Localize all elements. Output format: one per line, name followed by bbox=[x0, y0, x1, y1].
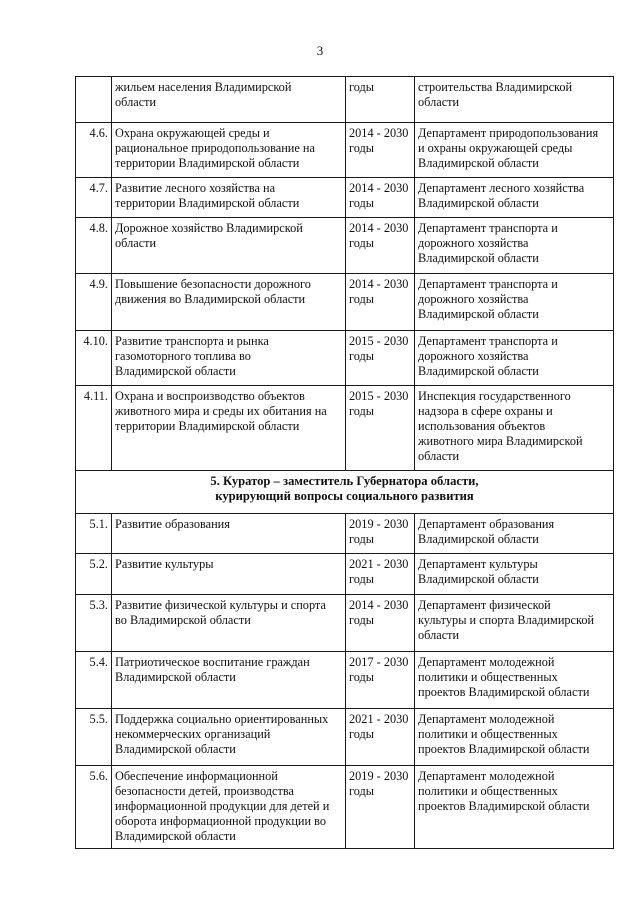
section-title-line-2: курирующий вопросы социального развития bbox=[215, 489, 474, 503]
table-row bbox=[76, 386, 614, 471]
responsible-cell bbox=[415, 218, 614, 274]
responsible-line: строительства Владимирской bbox=[418, 80, 573, 94]
responsible-line: культуры и спорта Владимирской bbox=[418, 613, 595, 627]
responsible-line: проектов Владимирской области bbox=[418, 799, 590, 813]
program-name-line: Владимирской области bbox=[115, 742, 236, 756]
program-name-cell bbox=[112, 595, 346, 652]
program-name-line: территории Владимирской области bbox=[115, 419, 300, 433]
section-header-row bbox=[76, 471, 614, 514]
program-name-cell bbox=[112, 178, 346, 218]
period-cell bbox=[346, 218, 415, 274]
responsible-line: Департамент молодежной bbox=[418, 712, 555, 726]
period-line: годы bbox=[349, 572, 375, 586]
responsible-cell bbox=[415, 554, 614, 595]
responsible-line: использования объектов bbox=[418, 419, 546, 433]
program-name-line: Повышение безопасности дорожного bbox=[115, 277, 311, 291]
responsible-line: Департамент транспорта и bbox=[418, 221, 558, 235]
program-name-cell bbox=[112, 709, 346, 766]
period-line: 2021 - 2030 bbox=[349, 557, 409, 571]
responsible-line: животного мира Владимирской bbox=[418, 434, 583, 448]
table-row bbox=[76, 77, 614, 123]
responsible-cell bbox=[415, 331, 614, 386]
period-line: годы bbox=[349, 80, 375, 94]
period-line: 2014 - 2030 bbox=[349, 277, 409, 291]
period-line: годы bbox=[349, 613, 375, 627]
period-line: годы bbox=[349, 236, 375, 250]
program-name-line: Поддержка социально ориентированных bbox=[115, 712, 329, 726]
period-line: 2014 - 2030 bbox=[349, 181, 409, 195]
responsible-line: Владимирской области bbox=[418, 196, 539, 210]
responsible-line: и охраны окружающей среды bbox=[418, 141, 573, 155]
table-row bbox=[76, 709, 614, 766]
program-name-cell bbox=[112, 386, 346, 471]
row-number: 5.5. bbox=[76, 709, 112, 766]
program-name-cell bbox=[112, 514, 346, 554]
program-name-line: территории Владимирской области bbox=[115, 156, 300, 170]
program-name-line: области bbox=[115, 95, 157, 109]
period-cell bbox=[346, 274, 415, 331]
responsible-line: области bbox=[418, 95, 460, 109]
row-number: 4.7. bbox=[76, 178, 112, 218]
program-name-cell bbox=[112, 652, 346, 709]
responsible-line: Владимирской области bbox=[418, 156, 539, 170]
responsible-line: Владимирской области bbox=[418, 307, 539, 321]
period-line: 2019 - 2030 bbox=[349, 769, 409, 783]
responsible-line: дорожного хозяйства bbox=[418, 292, 529, 306]
period-cell bbox=[346, 123, 415, 178]
responsible-line: Владимирской области bbox=[418, 251, 539, 265]
program-name-line: жильем населения Владимирской bbox=[115, 80, 292, 94]
program-name-cell bbox=[112, 123, 346, 178]
period-cell bbox=[346, 77, 415, 123]
period-cell bbox=[346, 709, 415, 766]
period-cell bbox=[346, 595, 415, 652]
program-name-line: Владимирской области bbox=[115, 670, 236, 684]
period-line: 2019 - 2030 bbox=[349, 517, 409, 531]
section-title-line-1: 5. Куратор – заместитель Губернатора области, bbox=[210, 474, 479, 488]
responsible-line: Департамент транспорта и bbox=[418, 334, 558, 348]
period-line: годы bbox=[349, 141, 375, 155]
program-name-cell bbox=[112, 554, 346, 595]
row-number: 5.6. bbox=[76, 766, 112, 849]
responsible-cell bbox=[415, 709, 614, 766]
program-name-line: некоммерческих организаций bbox=[115, 727, 271, 741]
period-line: годы bbox=[349, 727, 375, 741]
period-line: 2014 - 2030 bbox=[349, 126, 409, 140]
program-name-line: территории Владимирской области bbox=[115, 196, 300, 210]
responsible-line: политики и общественных bbox=[418, 784, 558, 798]
period-cell bbox=[346, 331, 415, 386]
row-number: 5.1. bbox=[76, 514, 112, 554]
responsible-line: Владимирской области bbox=[418, 532, 539, 546]
table-row bbox=[76, 218, 614, 274]
responsible-line: Департамент природопользования bbox=[418, 126, 599, 140]
program-name-cell bbox=[112, 766, 346, 849]
period-line: 2021 - 2030 bbox=[349, 712, 409, 726]
period-line: годы bbox=[349, 404, 375, 418]
responsible-cell bbox=[415, 514, 614, 554]
program-name-line: рациональное природопользование на bbox=[115, 141, 315, 155]
responsible-cell bbox=[415, 386, 614, 471]
responsible-line: Департамент физической bbox=[418, 598, 551, 612]
responsible-line: Департамент молодежной bbox=[418, 769, 555, 783]
program-name-line: Владимирской области bbox=[115, 829, 236, 843]
row-number bbox=[76, 77, 112, 123]
program-name-line: Владимирской области bbox=[115, 364, 236, 378]
period-line: 2015 - 2030 bbox=[349, 389, 409, 403]
responsible-line: Департамент лесного хозяйства bbox=[418, 181, 585, 195]
program-name-line: области bbox=[115, 236, 157, 250]
period-line: 2014 - 2030 bbox=[349, 598, 409, 612]
period-cell bbox=[346, 178, 415, 218]
period-line: годы bbox=[349, 670, 375, 684]
program-name-line: движения во Владимирской области bbox=[115, 292, 306, 306]
program-name-cell bbox=[112, 274, 346, 331]
program-name-cell bbox=[112, 77, 346, 123]
period-cell bbox=[346, 386, 415, 471]
responsible-line: Департамент молодежной bbox=[418, 655, 555, 669]
table-row bbox=[76, 766, 614, 849]
program-name-line: Развитие лесного хозяйства на bbox=[115, 181, 276, 195]
responsible-line: дорожного хозяйства bbox=[418, 349, 529, 363]
row-number: 4.9. bbox=[76, 274, 112, 331]
period-line: годы bbox=[349, 196, 375, 210]
program-name-line: Развитие культуры bbox=[115, 557, 214, 571]
responsible-cell bbox=[415, 595, 614, 652]
responsible-line: Инспекция государственного bbox=[418, 389, 571, 403]
program-name-line: Охрана окружающей среды и bbox=[115, 126, 270, 140]
responsible-line: надзора в сфере охраны и bbox=[418, 404, 553, 418]
row-number: 4.11. bbox=[76, 386, 112, 471]
table-row bbox=[76, 514, 614, 554]
row-number: 4.8. bbox=[76, 218, 112, 274]
programs-table-body-section-5 bbox=[76, 514, 614, 849]
period-line: 2014 - 2030 bbox=[349, 221, 409, 235]
program-name-line: Дорожное хозяйство Владимирской bbox=[115, 221, 303, 235]
table-row bbox=[76, 123, 614, 178]
period-cell bbox=[346, 514, 415, 554]
program-name-line: информационной продукции для детей и bbox=[115, 799, 330, 813]
responsible-cell bbox=[415, 123, 614, 178]
program-name-line: Развитие транспорта и рынка bbox=[115, 334, 269, 348]
period-line: годы bbox=[349, 292, 375, 306]
program-name-cell bbox=[112, 331, 346, 386]
row-number: 5.3. bbox=[76, 595, 112, 652]
responsible-cell bbox=[415, 77, 614, 123]
responsible-line: Департамент образования bbox=[418, 517, 555, 531]
responsible-line: Департамент культуры bbox=[418, 557, 538, 571]
responsible-cell bbox=[415, 274, 614, 331]
period-line: годы bbox=[349, 532, 375, 546]
responsible-line: Департамент транспорта и bbox=[418, 277, 558, 291]
row-number: 5.2. bbox=[76, 554, 112, 595]
program-name-line: Развитие образования bbox=[115, 517, 230, 531]
program-name-line: оборота информационной продукции во bbox=[115, 814, 327, 828]
responsible-line: дорожного хозяйства bbox=[418, 236, 529, 250]
period-line: 2017 - 2030 bbox=[349, 655, 409, 669]
table-row bbox=[76, 652, 614, 709]
period-line: годы bbox=[349, 784, 375, 798]
period-cell bbox=[346, 766, 415, 849]
responsible-cell bbox=[415, 652, 614, 709]
row-number: 4.10. bbox=[76, 331, 112, 386]
responsible-line: политики и общественных bbox=[418, 727, 558, 741]
program-name-line: во Владимирской области bbox=[115, 613, 251, 627]
row-number: 5.4. bbox=[76, 652, 112, 709]
program-name-line: Развитие физической культуры и спорта bbox=[115, 598, 326, 612]
program-name-line: Охрана и воспроизводство объектов bbox=[115, 389, 305, 403]
row-number: 4.6. bbox=[76, 123, 112, 178]
period-cell bbox=[346, 652, 415, 709]
programs-table-body-section-4 bbox=[76, 77, 614, 471]
responsible-line: Владимирской области bbox=[418, 364, 539, 378]
program-name-cell bbox=[112, 218, 346, 274]
table-row bbox=[76, 331, 614, 386]
table-row bbox=[76, 178, 614, 218]
program-name-line: животного мира и среды их обитания на bbox=[115, 404, 327, 418]
section-header bbox=[76, 471, 614, 514]
responsible-cell bbox=[415, 766, 614, 849]
program-name-line: Патриотическое воспитание граждан bbox=[115, 655, 310, 669]
period-cell bbox=[346, 554, 415, 595]
responsible-line: Владимирской области bbox=[418, 572, 539, 586]
program-name-line: газомоторного топлива во bbox=[115, 349, 251, 363]
programs-table bbox=[75, 76, 614, 849]
responsible-line: области bbox=[418, 628, 460, 642]
responsible-line: проектов Владимирской области bbox=[418, 742, 590, 756]
responsible-line: проектов Владимирской области bbox=[418, 685, 590, 699]
table-row bbox=[76, 274, 614, 331]
page-number: 3 bbox=[316, 43, 324, 58]
program-name-line: Обеспечение информационной bbox=[115, 769, 278, 783]
table-row bbox=[76, 595, 614, 652]
period-line: 2015 - 2030 bbox=[349, 334, 409, 348]
responsible-line: политики и общественных bbox=[418, 670, 558, 684]
table-row bbox=[76, 554, 614, 595]
section-5-header-group bbox=[76, 471, 614, 514]
program-name-line: безопасности детей, производства bbox=[115, 784, 294, 798]
responsible-cell bbox=[415, 178, 614, 218]
period-line: годы bbox=[349, 349, 375, 363]
responsible-line: области bbox=[418, 449, 460, 463]
